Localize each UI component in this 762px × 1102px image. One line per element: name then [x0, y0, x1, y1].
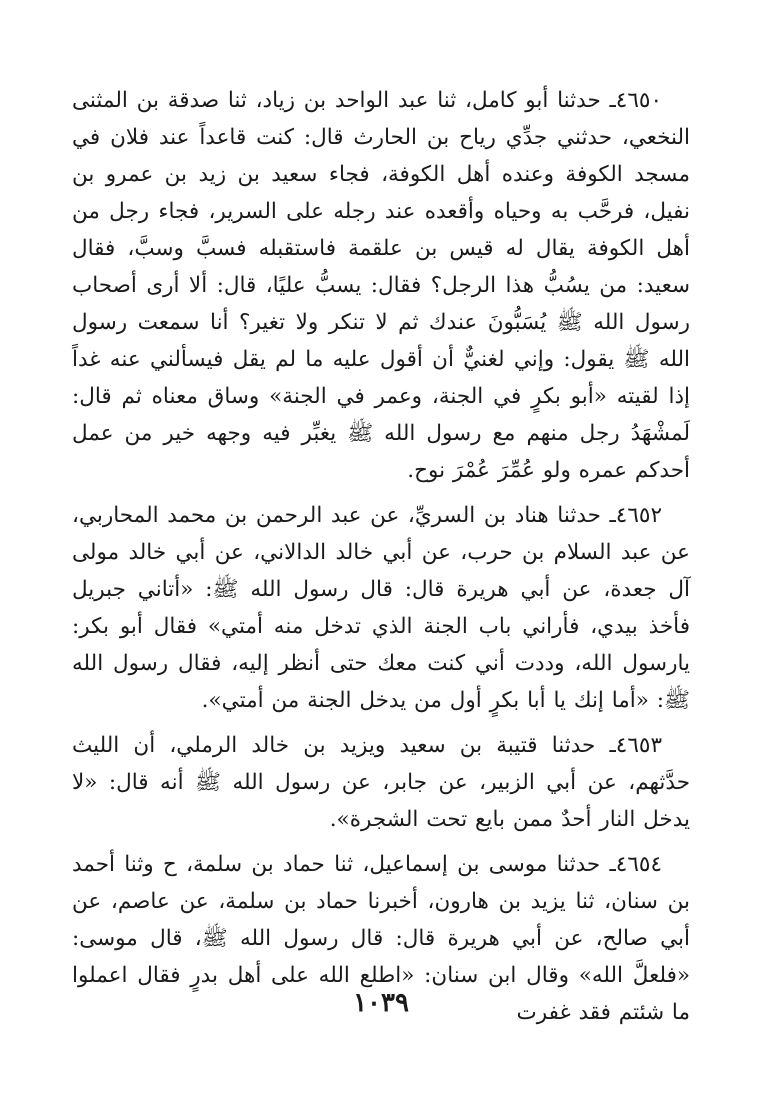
hadith-text: ـ حدثنا هناد بن السريِّ، عن عبد الرحمن بن محمد المحاربي، عن عبد السلام بن حرب، عن أبي خالد الدالاني، عن أبي خالد مولى آل جعدة، عن أبي هريرة قال: قال رسول الله ﷺ: «أتاني جبريل فأخذ بيدي، فأراني باب الجنة الذي تدخل منه أمتي» فقال أبو بكر: يارسول الله، وددت أني كنت معك حتى أنظر إليه، فقال رسول الله ﷺ: «أما إنك يا أبا بكرٍ أول من يدخل الجنة من أمتي». [72, 503, 690, 713]
hadith-number: ٤٦٥٠ [615, 88, 662, 113]
page-number: ١٠٣٩ [353, 988, 409, 1018]
hadith-text-block [72, 82, 690, 1039]
hadith-paragraph [72, 727, 690, 838]
hadith-text: ـ حدثنا موسى بن إسماعيل، ثنا حماد بن سلمة، ح وثنا أحمد بن سنان، ثنا يزيد بن هارون، أخبرنا حماد بن سلمة، عن عاصم، عن أبي صالح، عن أبي هريرة قال: قال رسول الله ﷺ، قال موسى: «فلعلَّ الله» وقال ابن سنان: «اطلع الله على أهل بدرٍ فقال اعملوا ما شئتم فقد غفرت [72, 852, 690, 1025]
hadith-number: ٤٦٥٢ [615, 503, 662, 528]
hadith-paragraph [72, 82, 690, 489]
hadith-text: ـ حدثنا أبو كامل، ثنا عبد الواحد بن زياد، ثنا صدقة بن المثنى النخعي، حدثني جدِّي رياح بن الحارث قال: كنت قاعداً عند فلان في مسجد الكوفة وعنده أهل الكوفة، فجاء سعيد بن زيد بن عمرو بن نفيل، فرحَّب به وحياه وأقعده عند رجله على السرير، فجاء رجل من أهل الكوفة يقال له قيس بن علقمة فاستقبله فسبَّ وسبَّ، فقال سعيد: من يسُبُّ هذا الرجل؟ فقال: يسبُّ عليًا، قال: ألا أرى أصحاب رسول الله ﷺ يُسَبُّونَ عندك ثم لا تنكر ولا تغير؟ أنا سمعت رسول الله ﷺ يقول: وإني لغنيٌّ أن أقول عليه ما لم يقل فيسألني عنه غداً إذا لقيته «أبو بكرٍ في الجنة، وعمر في الجنة» وساق معناه ثم قال: لَمشْهَدُ رجل منهم مع رسول الله ﷺ يغبِّر فيه وجهه خير من عمل أحدكم عمره ولو عُمِّرَ عُمْرَ نوح. [72, 88, 690, 483]
hadith-number: ٤٦٥٣ [615, 733, 662, 758]
hadith-number: ٤٦٥٤ [615, 852, 662, 877]
hadith-text: ـ حدثنا قتيبة بن سعيد ويزيد بن خالد الرملي، أن الليث حدَّثهم، عن أبي الزبير، عن جابر، عن رسول الله ﷺ أنه قال: «لا يدخل النار أحدٌ ممن بايع تحت الشجرة». [72, 733, 690, 832]
hadith-paragraph [72, 497, 690, 719]
